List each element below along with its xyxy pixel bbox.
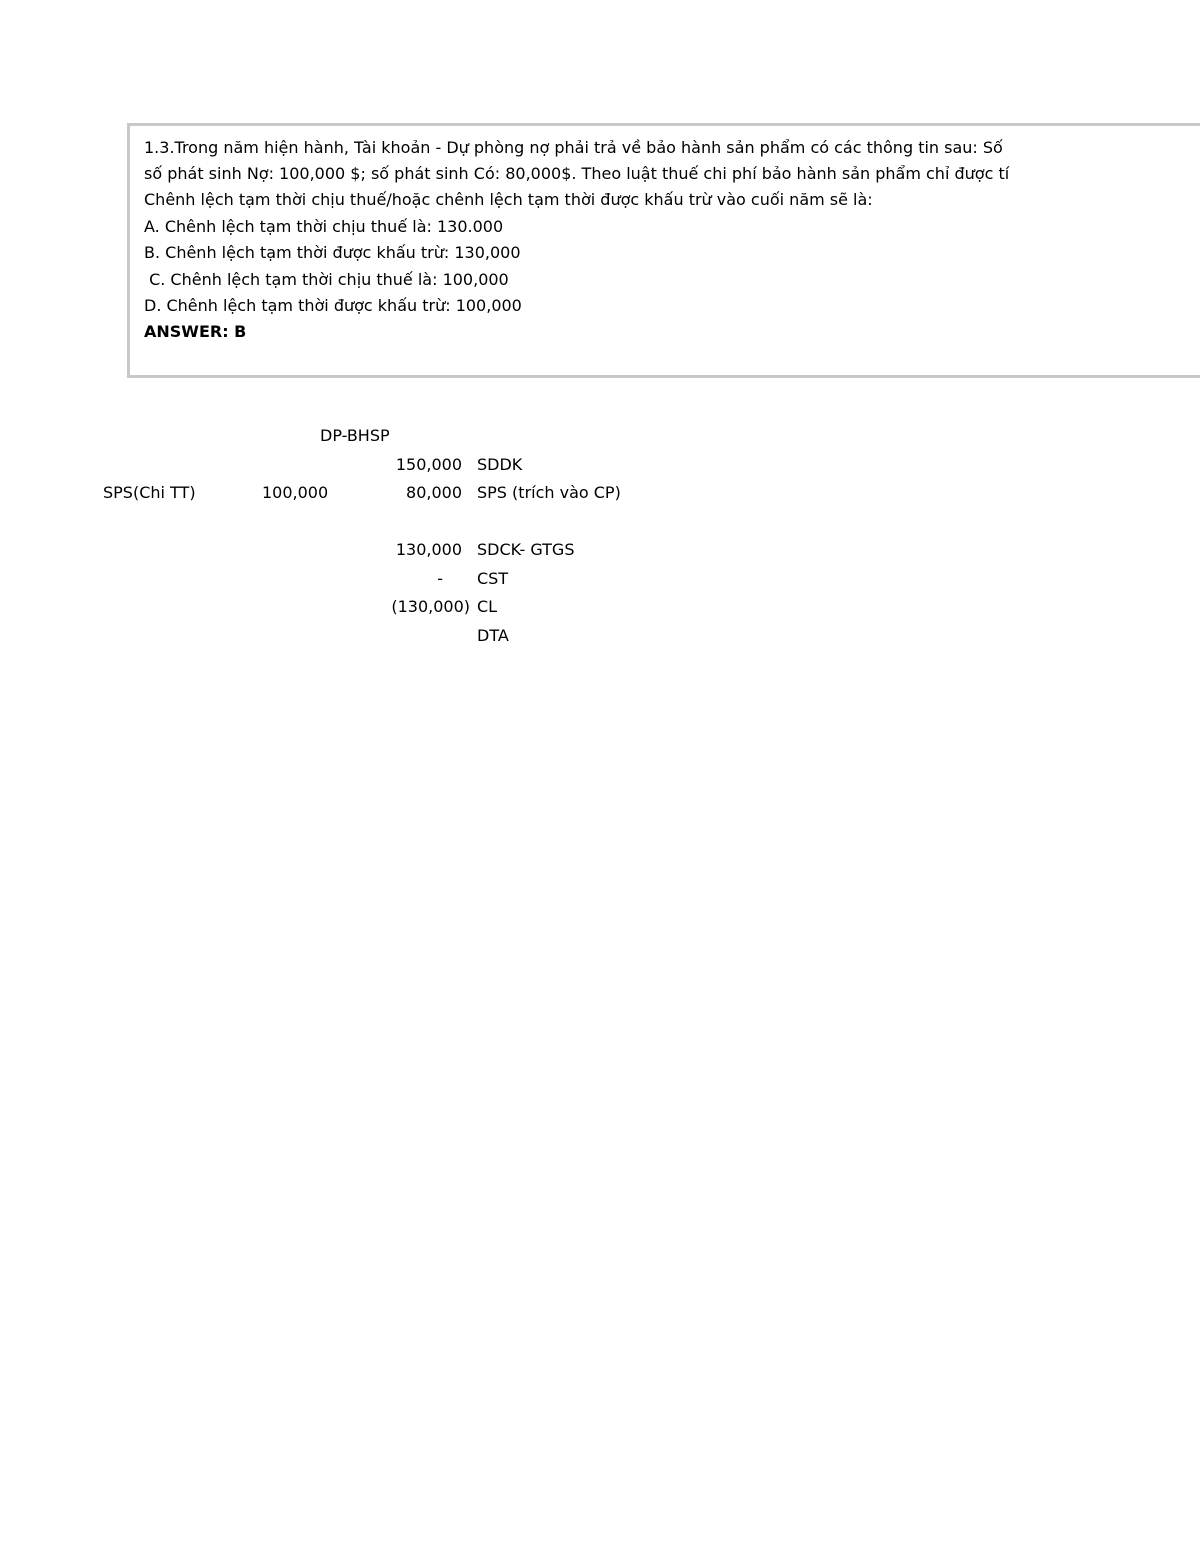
difference-label: CL [477, 597, 498, 616]
difference-value: (130,000) [391, 597, 470, 616]
credit-entry-label: SPS (trích vào CP) [477, 483, 621, 502]
credit-entry-value: 80,000 [406, 483, 462, 502]
dta-label: DTA [477, 626, 509, 645]
question-line-3: Chênh lệch tạm thời chịu thuế/hoặc chênh lệch tạm thời được khấu trừ vào cuối năm sẽ là: [144, 190, 873, 209]
tax-base-value: - [437, 569, 443, 588]
opening-balance-label: SDDK [477, 455, 523, 474]
debit-entry-label: SPS(Chi TT) [103, 483, 196, 502]
answer-label: ANSWER: B [144, 322, 247, 341]
question-line-1: 1.3.Trong năm hiện hành, Tài khoản - Dự phòng nợ phải trả về bảo hành sản phẩm có các thông tin sau: Số [144, 138, 1003, 157]
question-line-2: số phát sinh Nợ: 100,000 $; số phát sinh Có: 80,000$. Theo luật thuế chi phí bảo hành sản phẩm chỉ được tí [144, 164, 1010, 183]
tax-base-label: CST [477, 569, 509, 588]
option-a: A. Chênh lệch tạm thời chịu thuế là: 130.000 [144, 217, 504, 236]
question-box [127, 123, 1200, 378]
closing-balance-value: 130,000 [395, 540, 462, 559]
closing-balance-label: SDCK- GTGS [477, 540, 575, 559]
debit-entry-value: 100,000 [262, 483, 329, 502]
option-b: B. Chênh lệch tạm thời được khấu trừ: 130,000 [144, 243, 521, 262]
option-d: D. Chênh lệch tạm thời được khấu trừ: 100,000 [144, 296, 522, 315]
opening-balance-value: 150,000 [395, 455, 462, 474]
account-title: DP-BHSP [320, 426, 390, 445]
option-c: C. Chênh lệch tạm thời chịu thuế là: 100,000 [144, 270, 509, 289]
